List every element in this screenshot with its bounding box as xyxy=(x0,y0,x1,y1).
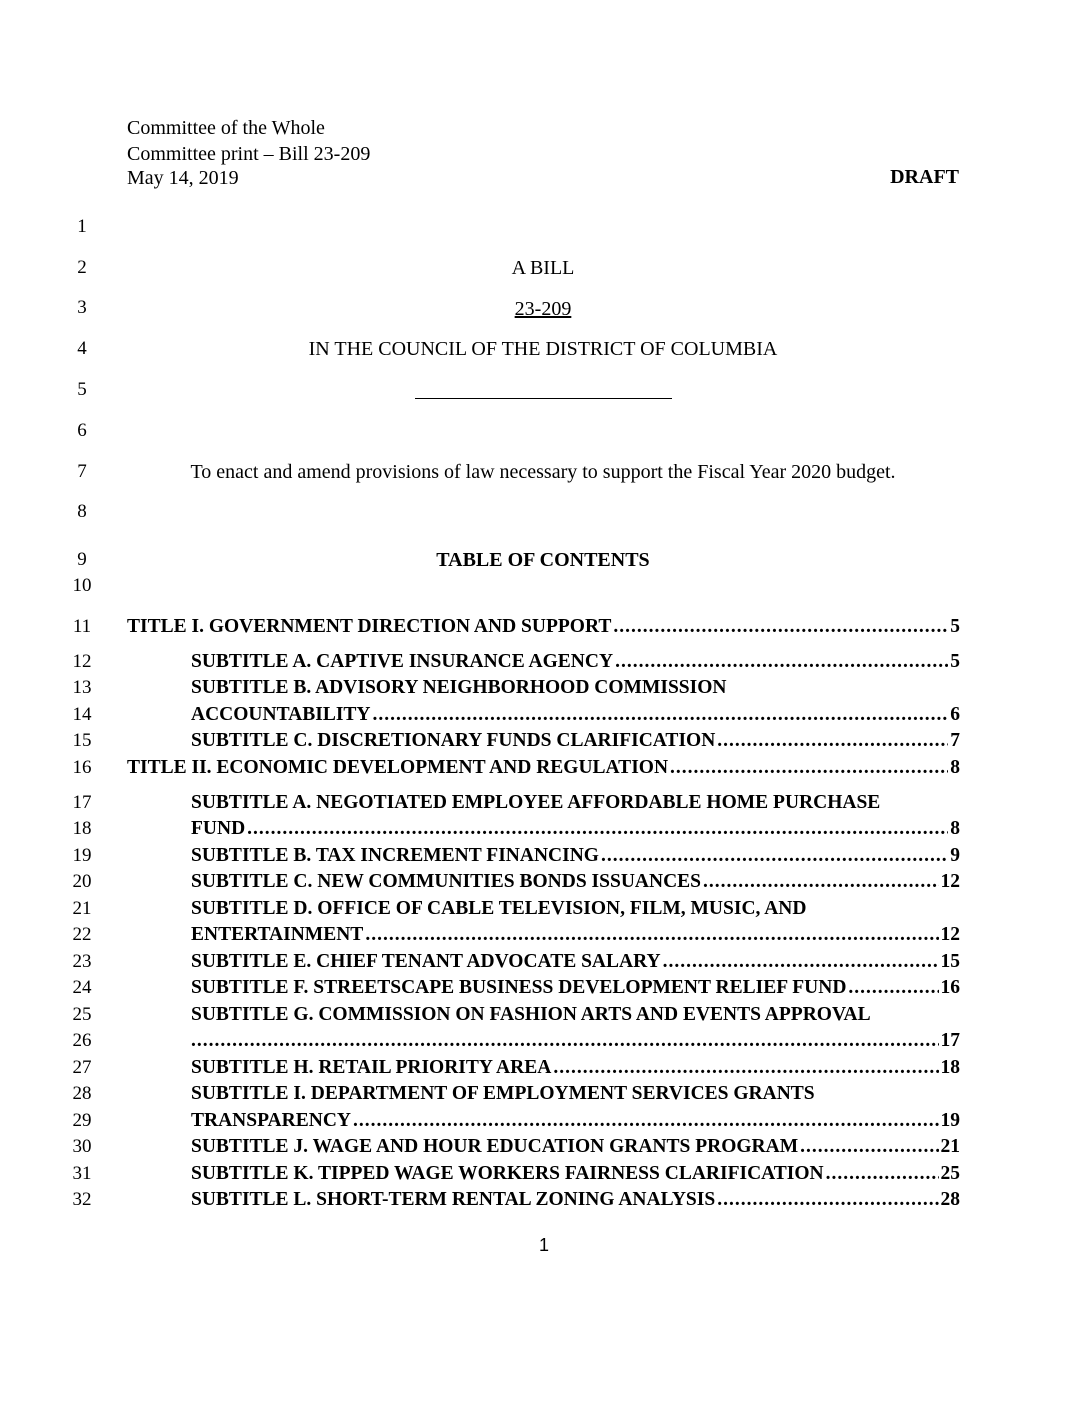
toc-entry-title: SUBTITLE H. RETAIL PRIORITY AREA xyxy=(191,1057,552,1078)
line-number: 8 xyxy=(77,501,87,522)
line-number: 5 xyxy=(77,379,87,400)
toc-leader xyxy=(717,729,948,753)
toc-leader xyxy=(670,756,948,780)
line-number: 4 xyxy=(77,338,87,359)
toc-leader xyxy=(553,1056,938,1080)
toc-page: 15 xyxy=(940,951,960,972)
toc-entry-title: SUBTITLE B. TAX INCREMENT FINANCING xyxy=(191,845,599,866)
toc-entry-title: SUBTITLE G. COMMISSION ON FASHION ARTS AND EVENTS APPROVAL xyxy=(191,1004,871,1025)
toc-entry[interactable] xyxy=(127,756,960,780)
toc-page: 21 xyxy=(940,1136,960,1157)
toc-entry-title: SUBTITLE C. NEW COMMUNITIES BONDS ISSUANCES xyxy=(191,871,702,892)
toc-leader xyxy=(373,703,949,727)
line-number: 6 xyxy=(77,420,87,441)
toc-leader xyxy=(800,1135,938,1159)
line-number: 24 xyxy=(72,977,92,998)
line-number: 19 xyxy=(72,845,92,866)
page-number: 1 xyxy=(538,1235,549,1255)
toc-entry-title: FUND xyxy=(191,818,246,839)
line-number: 20 xyxy=(72,871,92,892)
line-number: 26 xyxy=(72,1030,92,1051)
toc-leader xyxy=(365,923,938,947)
toc-page: 12 xyxy=(940,924,960,945)
line-number: 15 xyxy=(72,730,92,751)
a-bill-heading: A BILL xyxy=(511,257,575,279)
toc-entry[interactable] xyxy=(191,1003,960,1027)
line-number: 14 xyxy=(72,704,92,725)
line-number: 13 xyxy=(72,677,92,698)
line-number: 32 xyxy=(72,1189,92,1210)
toc-entry-title: TITLE II. ECONOMIC DEVELOPMENT AND REGULATION xyxy=(127,757,669,778)
toc-entry-continued[interactable] xyxy=(191,1029,960,1053)
toc-entry-title: SUBTITLE J. WAGE AND HOUR EDUCATION GRANTS PROGRAM xyxy=(191,1136,799,1157)
line-number: 30 xyxy=(72,1136,92,1157)
line-number: 23 xyxy=(72,951,92,972)
toc-entry[interactable] xyxy=(191,1162,960,1186)
line-number: 12 xyxy=(72,651,92,672)
line-number: 31 xyxy=(72,1163,92,1184)
bill-number-text: 23-209 xyxy=(514,298,572,320)
toc-entry[interactable] xyxy=(191,650,960,674)
line-number: 16 xyxy=(72,757,92,778)
signature-line xyxy=(415,398,672,399)
toc-entry[interactable] xyxy=(191,1082,960,1106)
toc-entry-title: SUBTITLE A. NEGOTIATED EMPLOYEE AFFORDABLE HOME PURCHASE xyxy=(191,792,881,813)
toc-heading: TABLE OF CONTENTS xyxy=(436,549,650,571)
toc-entry[interactable] xyxy=(191,791,960,815)
toc-entry-title: TRANSPARENCY xyxy=(191,1110,351,1131)
toc-entry-title: SUBTITLE D. OFFICE OF CABLE TELEVISION, FILM, MUSIC, AND xyxy=(191,898,807,919)
toc-page: 9 xyxy=(950,845,960,866)
line-number: 25 xyxy=(72,1004,92,1025)
toc-entry[interactable] xyxy=(191,1135,960,1159)
toc-entry[interactable] xyxy=(191,870,960,894)
line-number: 10 xyxy=(72,575,92,596)
toc-entry-title: SUBTITLE E. CHIEF TENANT ADVOCATE SALARY xyxy=(191,951,661,972)
toc-page: 6 xyxy=(950,704,960,725)
toc-page: 8 xyxy=(950,818,960,839)
line-number: 1 xyxy=(77,216,87,237)
toc-page: 8 xyxy=(950,757,960,778)
toc-page: 18 xyxy=(940,1057,960,1078)
toc-entry-title: ACCOUNTABILITY xyxy=(191,704,371,725)
line-number: 28 xyxy=(72,1083,92,1104)
toc-page: 12 xyxy=(940,871,960,892)
toc-entry-title: TITLE I. GOVERNMENT DIRECTION AND SUPPORT xyxy=(127,616,612,637)
bill-number xyxy=(127,297,959,321)
toc-entry[interactable] xyxy=(127,615,960,639)
line-number: 27 xyxy=(72,1057,92,1078)
toc-leader xyxy=(615,650,948,674)
toc-entry-title: ENTERTAINMENT xyxy=(191,924,364,945)
toc-leader xyxy=(353,1109,939,1133)
toc-entry[interactable] xyxy=(191,844,960,868)
toc-entry-title: SUBTITLE K. TIPPED WAGE WORKERS FAIRNESS CLARIFICATION xyxy=(191,1163,824,1184)
line-number: 22 xyxy=(72,924,92,945)
toc-leader xyxy=(191,1029,939,1053)
toc-leader xyxy=(848,976,938,1000)
toc-entry-title: SUBTITLE F. STREETSCAPE BUSINESS DEVELOPMENT RELIEF FUND xyxy=(191,977,847,998)
line-number: 3 xyxy=(77,297,87,318)
toc-entry-continued[interactable] xyxy=(191,703,960,727)
draft-label: DRAFT xyxy=(890,166,959,188)
toc-entry[interactable] xyxy=(191,976,960,1000)
document-date: May 14, 2019 xyxy=(127,167,239,189)
toc-page: 19 xyxy=(940,1110,960,1131)
line-number: 21 xyxy=(72,898,92,919)
toc-leader xyxy=(703,870,938,894)
toc-page: 5 xyxy=(950,616,960,637)
toc-page: 5 xyxy=(950,651,960,672)
line-number: 29 xyxy=(72,1110,92,1131)
toc-entry[interactable] xyxy=(191,950,960,974)
line-number: 18 xyxy=(72,818,92,839)
toc-entry-title: SUBTITLE A. CAPTIVE INSURANCE AGENCY xyxy=(191,651,614,672)
toc-leader xyxy=(613,615,948,639)
toc-entry[interactable] xyxy=(191,1188,960,1212)
line-number: 17 xyxy=(72,792,92,813)
toc-page: 17 xyxy=(940,1030,960,1051)
bill-purpose: To enact and amend provisions of law necessary to support the Fiscal Year 2020 budget. xyxy=(190,461,896,483)
toc-entry-title: SUBTITLE I. DEPARTMENT OF EMPLOYMENT SERVICES GRANTS xyxy=(191,1083,815,1104)
toc-entry-continued[interactable] xyxy=(191,923,960,947)
line-number: 2 xyxy=(77,257,87,278)
toc-entry-continued[interactable] xyxy=(191,1109,960,1133)
toc-entry-continued[interactable] xyxy=(191,817,960,841)
toc-entry[interactable] xyxy=(191,1056,960,1080)
committee-print: Committee print – Bill 23-209 xyxy=(127,143,371,165)
toc-page: 28 xyxy=(940,1189,960,1210)
toc-leader xyxy=(717,1188,938,1212)
toc-entry[interactable] xyxy=(191,897,960,921)
toc-entry[interactable] xyxy=(191,729,960,753)
toc-entry-title: SUBTITLE L. SHORT-TERM RENTAL ZONING ANALYSIS xyxy=(191,1189,716,1210)
toc-leader xyxy=(663,950,939,974)
council-heading: IN THE COUNCIL OF THE DISTRICT OF COLUMBIA xyxy=(308,338,778,360)
toc-entry[interactable] xyxy=(191,676,960,700)
toc-entry-title: SUBTITLE B. ADVISORY NEIGHBORHOOD COMMISSION xyxy=(191,677,727,698)
toc-page: 25 xyxy=(940,1163,960,1184)
line-number: 11 xyxy=(72,616,92,637)
toc-page: 16 xyxy=(940,977,960,998)
toc-leader xyxy=(247,817,948,841)
committee-name: Committee of the Whole xyxy=(127,117,325,139)
toc-entry-title: SUBTITLE C. DISCRETIONARY FUNDS CLARIFICATION xyxy=(191,730,716,751)
toc-page: 7 xyxy=(950,730,960,751)
toc-leader xyxy=(601,844,948,868)
line-number: 7 xyxy=(77,461,87,482)
line-number: 9 xyxy=(77,549,87,570)
toc-leader xyxy=(826,1162,939,1186)
